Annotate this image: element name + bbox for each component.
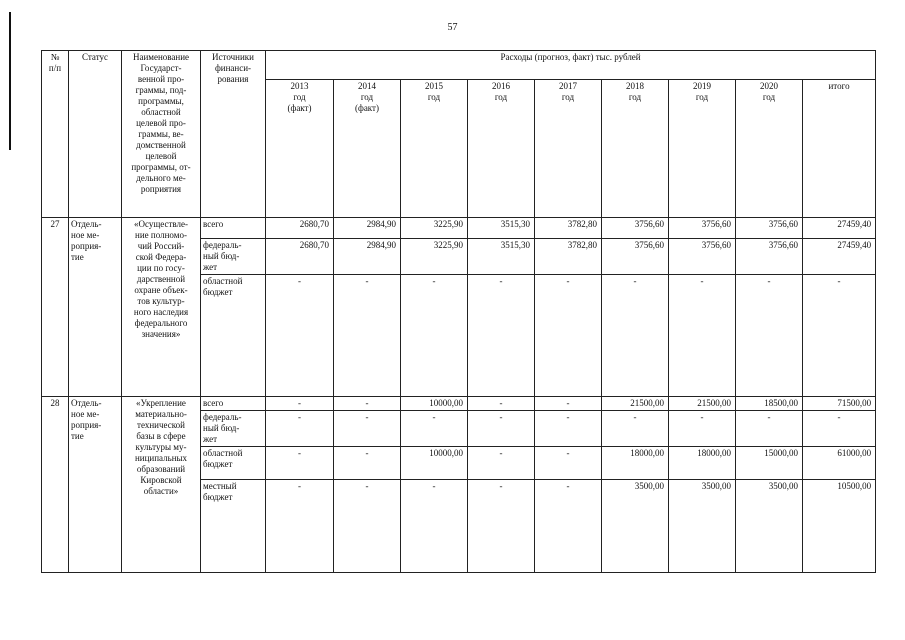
- value-cell: -: [602, 411, 669, 447]
- value-cell: 2984,90: [334, 238, 401, 274]
- value-cell: -: [266, 447, 334, 479]
- value-cell: 3756,60: [602, 238, 669, 274]
- value-cell: -: [401, 479, 468, 572]
- row-name: «Осуществле- ние полномо- чий Россий- ской Федера- ции по госу- дарственной охране объек- тов культур- ного наследия федерального значения»: [122, 217, 201, 397]
- value-cell: 15000,00: [736, 447, 803, 479]
- value-cell: 3500,00: [736, 479, 803, 572]
- value-cell: -: [334, 411, 401, 447]
- value-cell: -: [401, 274, 468, 396]
- value-cell: 10000,00: [401, 397, 468, 411]
- value-cell: -: [535, 397, 602, 411]
- source-label: федераль- ный бюд- жет: [201, 238, 266, 274]
- value-cell: 18000,00: [602, 447, 669, 479]
- value-cell: 3756,60: [602, 217, 669, 238]
- value-cell: 3225,90: [401, 238, 468, 274]
- source-label: областной бюджет: [201, 274, 266, 396]
- value-cell: -: [266, 479, 334, 572]
- value-cell: -: [266, 274, 334, 396]
- value-cell: -: [468, 274, 535, 396]
- row-num: 28: [42, 397, 69, 573]
- value-cell: 3782,80: [535, 217, 602, 238]
- budget-table: [41, 50, 876, 573]
- header-num: № п/п: [42, 51, 69, 218]
- header-year-5: 2018 год: [602, 80, 669, 218]
- row-status: Отдель- ное ме- роприя- тие: [69, 397, 122, 573]
- value-cell: -: [334, 397, 401, 411]
- value-cell: 3515,30: [468, 217, 535, 238]
- value-cell: 71500,00: [803, 397, 876, 411]
- value-cell: -: [468, 447, 535, 479]
- value-cell: 3500,00: [602, 479, 669, 572]
- header-year-6: 2019 год: [669, 80, 736, 218]
- source-label: областной бюджет: [201, 447, 266, 479]
- value-cell: 18500,00: [736, 397, 803, 411]
- value-cell: 3515,30: [468, 238, 535, 274]
- header-status: Статус: [69, 51, 122, 218]
- value-cell: 2984,90: [334, 217, 401, 238]
- value-cell: -: [401, 411, 468, 447]
- table-row: [42, 217, 876, 238]
- value-cell: 10500,00: [803, 479, 876, 572]
- value-cell: -: [468, 397, 535, 411]
- value-cell: -: [803, 274, 876, 396]
- value-cell: -: [334, 479, 401, 572]
- table-row: [42, 397, 876, 411]
- value-cell: -: [468, 479, 535, 572]
- value-cell: -: [266, 397, 334, 411]
- source-label: федераль- ный бюд- жет: [201, 411, 266, 447]
- header-expenses: Расходы (прогноз, факт) тыс. рублей: [266, 51, 876, 80]
- value-cell: -: [468, 411, 535, 447]
- value-cell: -: [266, 411, 334, 447]
- row-num: 27: [42, 217, 69, 397]
- header-year-1: 2014 год (факт): [334, 80, 401, 218]
- value-cell: 10000,00: [401, 447, 468, 479]
- row-name: «Укрепление материально- технической базы в сфере культуры му- ниципальных образований Кировской области»: [122, 397, 201, 573]
- value-cell: 3756,60: [736, 238, 803, 274]
- header-year-2: 2015 год: [401, 80, 468, 218]
- value-cell: -: [535, 411, 602, 447]
- value-cell: 2680,70: [266, 238, 334, 274]
- source-label: местный бюджет: [201, 479, 266, 572]
- value-cell: -: [736, 274, 803, 396]
- header-source: Источники финанси- рования: [201, 51, 266, 218]
- value-cell: 3225,90: [401, 217, 468, 238]
- header-year-3: 2016 год: [468, 80, 535, 218]
- value-cell: 27459,40: [803, 238, 876, 274]
- value-cell: -: [334, 447, 401, 479]
- value-cell: 3756,60: [736, 217, 803, 238]
- source-label: всего: [201, 217, 266, 238]
- value-cell: -: [535, 479, 602, 572]
- header-year-0: 2013 год (факт): [266, 80, 334, 218]
- value-cell: 3756,60: [669, 238, 736, 274]
- value-cell: -: [602, 274, 669, 396]
- value-cell: -: [535, 274, 602, 396]
- value-cell: 27459,40: [803, 217, 876, 238]
- value-cell: -: [334, 274, 401, 396]
- header-name: Наименование Государст- венной про- граммы, под- программы, областной целевой про- граммы, ве- домственной целевой программы, от- дельного ме- роприятия: [122, 51, 201, 218]
- header-year-8: итого: [803, 80, 876, 218]
- value-cell: 3756,60: [669, 217, 736, 238]
- value-cell: 21500,00: [669, 397, 736, 411]
- source-label: всего: [201, 397, 266, 411]
- row-status: Отдель- ное ме- роприя- тие: [69, 217, 122, 397]
- header-year-7: 2020 год: [736, 80, 803, 218]
- header-row: [42, 51, 876, 80]
- value-cell: 18000,00: [669, 447, 736, 479]
- page-number: 57: [447, 22, 458, 33]
- value-cell: 3782,80: [535, 238, 602, 274]
- value-cell: 61000,00: [803, 447, 876, 479]
- value-cell: -: [535, 447, 602, 479]
- value-cell: -: [803, 411, 876, 447]
- header-year-4: 2017 год: [535, 80, 602, 218]
- value-cell: 3500,00: [669, 479, 736, 572]
- value-cell: -: [736, 411, 803, 447]
- value-cell: 2680,70: [266, 217, 334, 238]
- value-cell: -: [669, 274, 736, 396]
- value-cell: -: [669, 411, 736, 447]
- value-cell: 21500,00: [602, 397, 669, 411]
